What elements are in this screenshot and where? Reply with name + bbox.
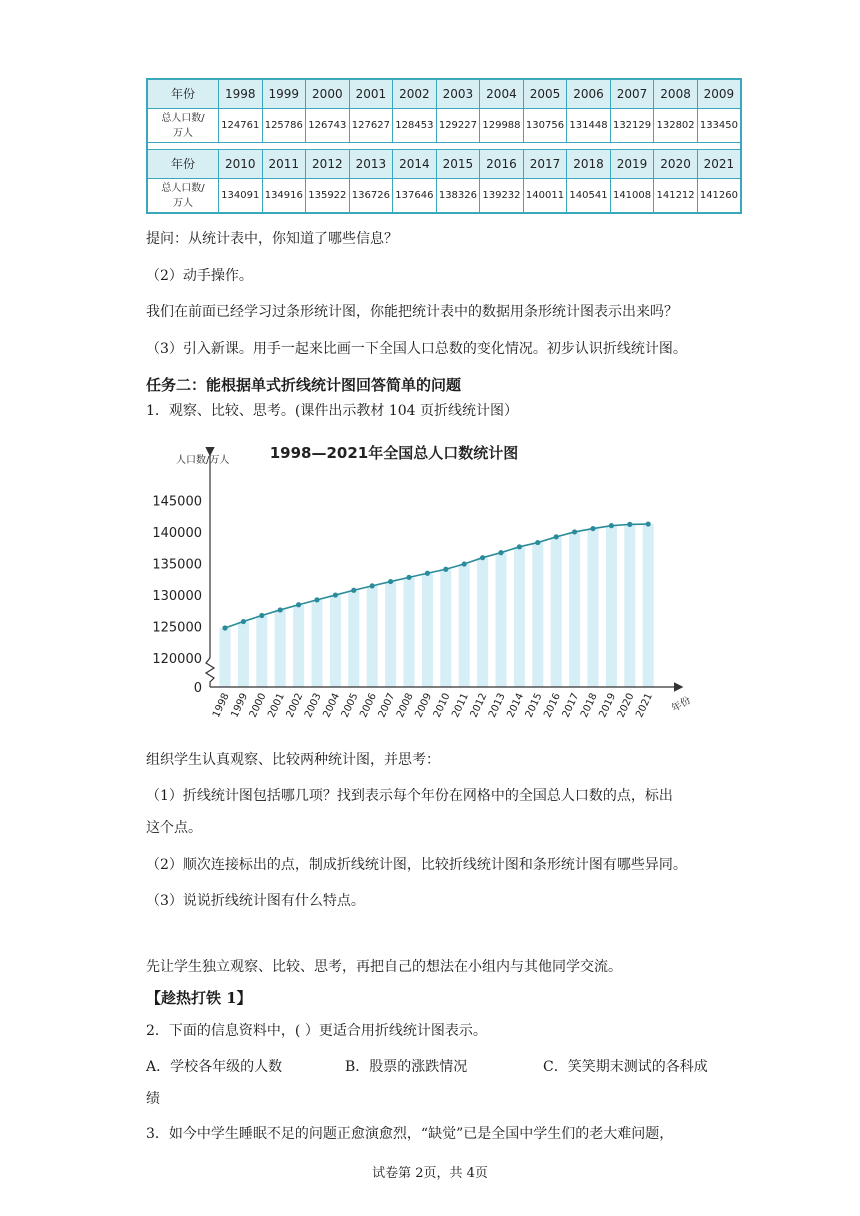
data-point	[259, 613, 264, 618]
bar	[459, 564, 470, 687]
year-cell: 2011	[262, 150, 306, 179]
thinking-question-1a: （1）折线统计图包括哪几项？找到表示每个年份在网格中的全国总人口数的点，标出	[146, 788, 673, 804]
data-point	[425, 571, 430, 576]
year-cell: 2010	[219, 150, 263, 179]
year-cell: 2021	[697, 150, 741, 179]
bar	[624, 524, 635, 687]
year-cell: 2014	[393, 150, 437, 179]
y-tick-label: 125000	[152, 620, 202, 636]
bar	[588, 529, 599, 687]
bar	[606, 526, 617, 687]
x-tick-label: 2019	[597, 691, 619, 720]
x-tick-label: 2018	[578, 691, 600, 720]
x-tick-label: 2020	[615, 691, 637, 720]
population-cell: 129227	[436, 109, 480, 143]
bar	[256, 616, 267, 687]
table-spacer	[147, 143, 741, 150]
option-c: C．笑笑期末测试的各科成	[543, 1059, 708, 1075]
question-1: 1．观察、比较、思考。(课件出示教材 104 页折线统计图）	[146, 403, 518, 419]
year-cell: 2006	[567, 79, 611, 109]
y-tick-label: 135000	[152, 557, 202, 573]
data-point	[646, 521, 651, 526]
bar	[293, 605, 304, 687]
year-cell: 2013	[349, 150, 393, 179]
year-header: 年份	[147, 79, 219, 109]
data-point	[351, 588, 356, 593]
bar	[367, 586, 378, 687]
population-cell: 133450	[697, 109, 741, 143]
year-cell: 2005	[523, 79, 567, 109]
data-point	[498, 550, 503, 555]
population-cell: 141212	[654, 179, 698, 214]
bar	[477, 558, 488, 687]
x-tick-label: 2015	[523, 691, 545, 720]
line-layer	[222, 521, 650, 630]
population-cell: 134091	[219, 179, 263, 214]
population-cell: 136726	[349, 179, 393, 214]
paragraph-bar-chart: 我们在前面已经学习过条形统计图，你能把统计表中的数据用条形统计图表示出来吗？	[146, 304, 678, 320]
year-cell: 2012	[306, 150, 350, 179]
bar	[312, 600, 323, 687]
population-cell: 124761	[219, 109, 263, 143]
data-point	[406, 575, 411, 580]
year-cell: 2002	[393, 79, 437, 109]
x-tick-label: 2013	[486, 691, 508, 720]
x-tick-label: 2005	[339, 691, 361, 720]
year-cell: 2003	[436, 79, 480, 109]
population-cell: 140011	[523, 179, 567, 214]
population-cell: 131448	[567, 109, 611, 143]
data-point	[241, 619, 246, 624]
x-tick-label: 2008	[394, 691, 416, 720]
population-cell: 140541	[567, 179, 611, 214]
population-header	[147, 109, 219, 143]
question-2: 2．下面的信息资料中，( ）更适合用折线统计图表示。	[146, 1023, 487, 1039]
y-tick-label: 120000	[152, 652, 202, 667]
task-2-heading: 任务二：能根据单式折线统计图回答简单的问题	[146, 376, 462, 394]
data-point	[609, 523, 614, 528]
year-cell: 2000	[306, 79, 350, 109]
option-b: B．股票的涨跌情况	[345, 1059, 468, 1075]
population-cell: 141260	[697, 179, 741, 214]
bar	[514, 547, 525, 687]
year-cell: 1998	[219, 79, 263, 109]
series-line	[225, 524, 648, 628]
bar	[532, 543, 543, 687]
step-3: （3）引入新课。用手一起来比画一下全国人口总数的变化情况。初步认识折线统计图。	[146, 341, 687, 357]
bar	[643, 524, 654, 687]
data-point	[443, 567, 448, 572]
bar-layer	[220, 524, 654, 687]
y-tick-label: 145000	[152, 494, 202, 510]
option-a: A．学校各年级的人数	[146, 1059, 283, 1075]
chart-svg	[146, 432, 706, 730]
x-tick-label: 2011	[450, 691, 471, 720]
population-cell: 141008	[610, 179, 654, 214]
data-point	[222, 625, 227, 630]
year-cell: 2017	[523, 150, 567, 179]
data-point	[535, 540, 540, 545]
year-cell: 2015	[436, 150, 480, 179]
bar	[569, 532, 580, 687]
population-header-line2: 万人	[173, 197, 193, 209]
data-point	[480, 555, 485, 560]
data-point	[627, 522, 632, 527]
question-paragraph: 提问：从统计表中，你知道了哪些信息？	[146, 231, 398, 247]
table-year-row-1	[147, 79, 741, 109]
x-tick-label: 2003	[302, 691, 324, 720]
data-point	[572, 529, 577, 534]
x-tick-label: 1999	[229, 691, 251, 720]
year-cell: 2009	[697, 79, 741, 109]
thinking-question-2: （2）顺次连接标出的点，制成折线统计图，比较折线统计图和条形统计图有哪些异同。	[146, 857, 687, 873]
table-year-row-2	[147, 150, 741, 179]
x-tick-label: 2004	[321, 691, 343, 720]
population-cell: 127627	[349, 109, 393, 143]
x-tick-label: 2010	[431, 691, 453, 720]
data-point	[388, 579, 393, 584]
table-population-row-1	[147, 109, 741, 143]
table-population-row-2	[147, 179, 741, 214]
year-cell: 2008	[654, 79, 698, 109]
population-line-chart	[146, 432, 706, 730]
y-tick-label: 130000	[152, 589, 202, 604]
year-cell: 2007	[610, 79, 654, 109]
x-tick-label: 1998	[210, 691, 232, 720]
data-point	[278, 607, 283, 612]
population-header-line1: 总人口数/	[161, 182, 205, 194]
x-tick-label: 2012	[468, 691, 490, 720]
x-tick-label: 2006	[358, 691, 379, 720]
bar	[330, 595, 341, 687]
x-tick-label: 2001	[266, 691, 287, 720]
population-header-line1: 总人口数/	[161, 112, 205, 124]
bar	[275, 610, 286, 687]
x-tick-label: 2021	[634, 691, 655, 720]
x-tick-label: 2014	[505, 691, 527, 720]
data-point	[462, 561, 467, 566]
data-point	[296, 602, 301, 607]
bar	[422, 573, 433, 687]
population-cell: 138326	[436, 179, 480, 214]
data-point	[370, 583, 375, 588]
chart-title: 1998—2021年全国总人口数统计图	[269, 444, 519, 462]
population-cell: 132129	[610, 109, 654, 143]
population-cell: 134916	[262, 179, 306, 214]
y-tick-label: 0	[193, 681, 202, 696]
bar	[220, 628, 231, 687]
bar	[385, 582, 396, 687]
year-cell: 2016	[480, 150, 524, 179]
y-axis-label: 人口数/万人	[176, 455, 230, 466]
question-3: 3．如今中学生睡眠不足的问题正愈演愈烈，“缺觉”已是全国中学生们的老大难问题，	[146, 1126, 674, 1142]
bar	[496, 553, 507, 687]
step-2: （2）动手操作。	[146, 268, 253, 284]
population-cell: 135922	[306, 179, 350, 214]
x-tick-label: 2009	[413, 691, 435, 720]
practice-heading: 【趁热打铁 1】	[146, 989, 252, 1007]
year-cell: 2019	[610, 150, 654, 179]
population-table	[146, 78, 742, 214]
population-cell: 126743	[306, 109, 350, 143]
year-cell: 2020	[654, 150, 698, 179]
population-cell: 129988	[480, 109, 524, 143]
paragraph-organize: 组织学生认真观察、比较两种统计图，并思考：	[146, 752, 440, 768]
year-cell: 2004	[480, 79, 524, 109]
data-point	[517, 544, 522, 549]
year-cell: 2018	[567, 150, 611, 179]
year-cell: 1999	[262, 79, 306, 109]
population-cell: 137646	[393, 179, 437, 214]
population-cell: 130756	[523, 109, 567, 143]
population-cell: 128453	[393, 109, 437, 143]
data-point	[590, 526, 595, 531]
thinking-question-1b: 这个点。	[146, 820, 202, 836]
x-tick-label: 2002	[284, 691, 306, 720]
thinking-question-3: （3）说说折线统计图有什么特点。	[146, 893, 365, 909]
population-cell: 139232	[480, 179, 524, 214]
x-axis-label: 年份	[670, 695, 693, 715]
population-cell: 125786	[262, 109, 306, 143]
bar	[348, 590, 359, 687]
axis-break	[206, 658, 214, 687]
bar	[551, 537, 562, 687]
year-cell: 2001	[349, 79, 393, 109]
x-tick-label: 2000	[247, 691, 269, 720]
paragraph-discussion: 先让学生独立观察、比较、思考，再把自己的想法在小组内与其他同学交流。	[146, 959, 622, 975]
x-tick-label: 2016	[542, 691, 563, 720]
bar	[404, 577, 415, 687]
x-tick-label: 2007	[376, 691, 398, 720]
data-point	[333, 592, 338, 597]
page-footer: 试卷第 2页，共 4页	[372, 1166, 488, 1181]
bar	[238, 622, 249, 687]
year-header: 年份	[147, 150, 219, 179]
population-cell: 132802	[654, 109, 698, 143]
population-header	[147, 179, 219, 214]
data-point	[314, 597, 319, 602]
x-tick-label: 2017	[560, 691, 582, 720]
bar	[440, 569, 451, 687]
y-tick-label: 140000	[152, 526, 202, 541]
data-point	[554, 534, 559, 539]
population-header-line2: 万人	[173, 127, 193, 139]
option-c-continued: 绩	[146, 1091, 160, 1107]
